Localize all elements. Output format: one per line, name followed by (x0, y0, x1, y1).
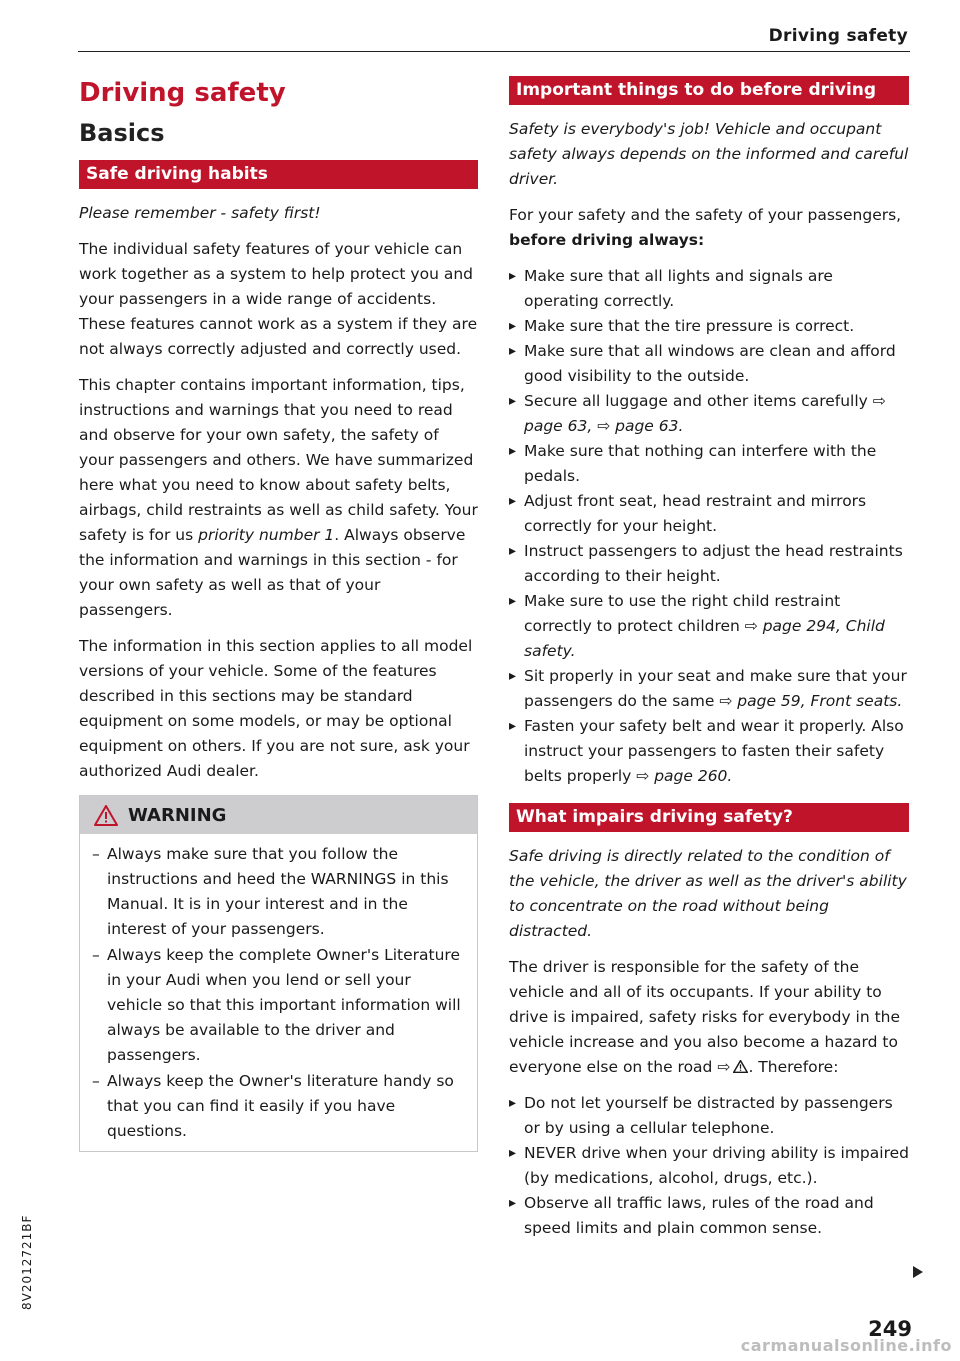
item-text: Make sure to use the right child restraint correctly to protect children (524, 592, 841, 635)
header-rule (78, 51, 910, 52)
heading-important-things: Important things to do before driving (509, 76, 909, 105)
list-item: ▸ NEVER drive when your driving ability is impaired (by medications, alcohol, drugs, etc.). (509, 1141, 909, 1191)
list-item: ▸ Do not let yourself be distracted by passengers or by using a cellular telephone. (509, 1091, 909, 1141)
list-item: ▸ Adjust front seat, head restraint and mirrors correctly for your height. (509, 489, 909, 539)
page-reference-link[interactable]: ⇨ page 294, Child safety. (524, 617, 885, 660)
page-reference-link[interactable]: ⇨ page 63, ⇨ page 63. (524, 392, 886, 435)
document-code: 8V2012721BF (20, 1214, 34, 1310)
heading-safe-driving-habits: Safe driving habits (79, 160, 478, 189)
p2-text-b: . Always observe the information and warnings in this section - for your own safety as well as that of your passengers. (79, 526, 466, 619)
impairs-text-a: The driver is responsible for the safety of the vehicle and all of its occupants. If your ability to drive is impaired, safety risks for everybody in the vehicle increase and you also become a hazard to everyone else on the road (509, 958, 901, 1076)
warning-triangle-icon (94, 805, 118, 826)
impairs-list (509, 1091, 909, 1241)
habits-paragraph-1: The individual safety features of your vehicle can work together as a system to help protect you and your passengers in a wide range of accidents. These features cannot work as a system if they are not always correctly adjusted and correctly used. (79, 240, 478, 358)
continue-arrow-icon (912, 1266, 924, 1278)
list-item (509, 714, 909, 789)
warning-list (80, 834, 477, 1151)
warning-triangle-icon (733, 1060, 748, 1073)
list-item: ▸ Observe all traffic laws, rules of the road and speed limits and plain common sense. (509, 1191, 909, 1241)
item-text: Secure all luggage and other items carefully (524, 392, 873, 410)
warning-item: – Always keep the complete Owner's Literature in your Audi when you lend or sell your vehicle so that this important information will always be available to the driver and passengers. (92, 943, 465, 1068)
list-item: ▸ Make sure that nothing can interfere with the pedals. (509, 439, 909, 489)
list-item: ▸ Instruct passengers to adjust the head restraints according to their height. (509, 539, 909, 589)
list-item (509, 664, 909, 714)
impairs-paragraph (509, 955, 909, 1080)
item-text: Fasten your safety belt and wear it properly. Also instruct your passengers to fasten their safety belts properly (524, 717, 904, 785)
impairs-lead: Safe driving is directly related to the condition of the vehicle, the driver as well as the driver's ability to concentrate on the road without being distracted. (509, 847, 907, 940)
warning-item: – Always make sure that you follow the instructions and heed the WARNINGS in this Manual. It is in your interest and in the interest of your passengers. (92, 842, 465, 942)
list-item: ▸ Make sure that all windows are clean and afford good visibility to the outside. (509, 339, 909, 389)
list-item: ▸ Make sure that all lights and signals are operating correctly. (509, 264, 909, 314)
page-reference-link[interactable]: ⇨ page 59, Front seats. (719, 692, 903, 710)
left-column (79, 76, 478, 1152)
list-item (509, 589, 909, 664)
item-text: Sit properly in your seat and make sure that your passengers do the same (524, 667, 907, 710)
heading-what-impairs: What impairs driving safety? (509, 803, 909, 832)
p2-text-a: This chapter contains important information, tips, instructions and warnings that you need to read and observe for your own safety, the safety of your passengers and others. We have summarized here what you need to know about safety belts, airbags, child restraints as well as child safety. Your safety is for us (79, 376, 478, 544)
watermark: carmanualsonline.info (740, 1336, 952, 1355)
ref-arrow: ⇨ (717, 1058, 731, 1076)
warning-box (79, 795, 478, 1152)
before-lead: Safety is everybody's job! Vehicle and occupant safety always depends on the informed and careful driver. (509, 120, 909, 188)
list-item: ▸ Make sure that the tire pressure is correct. (509, 314, 909, 339)
warning-reference-link[interactable] (717, 1058, 748, 1076)
habits-paragraph-2 (79, 373, 478, 623)
list-item (509, 389, 909, 439)
before-intro (509, 203, 909, 253)
warning-title: WARNING (128, 804, 227, 826)
right-column (509, 76, 909, 1249)
before-driving-list (509, 264, 909, 789)
chapter-title: Driving safety (79, 78, 286, 108)
page-number: 249 (868, 1317, 912, 1341)
page-reference-link[interactable]: ⇨ page 260. (636, 767, 733, 785)
running-header: Driving safety (768, 26, 908, 46)
p2-emphasis: priority number 1 (198, 526, 335, 544)
section-title: Basics (79, 119, 165, 147)
intro-bold: before driving always: (509, 231, 705, 249)
warning-item: – Always keep the Owner's literature handy so that you can find it easily if you have questions. (92, 1069, 465, 1144)
habits-paragraph-3: The information in this section applies to all model versions of your vehicle. Some of the features described in this sections may be standard equipment on some models, or may be optional equipment on others. If you are not sure, ask your authorized Audi dealer. (79, 637, 473, 780)
warning-header (80, 796, 477, 834)
habits-lead: Please remember - safety first! (79, 204, 321, 222)
impairs-text-b: . Therefore: (748, 1058, 839, 1076)
intro-text: For your safety and the safety of your passengers, (509, 206, 902, 224)
